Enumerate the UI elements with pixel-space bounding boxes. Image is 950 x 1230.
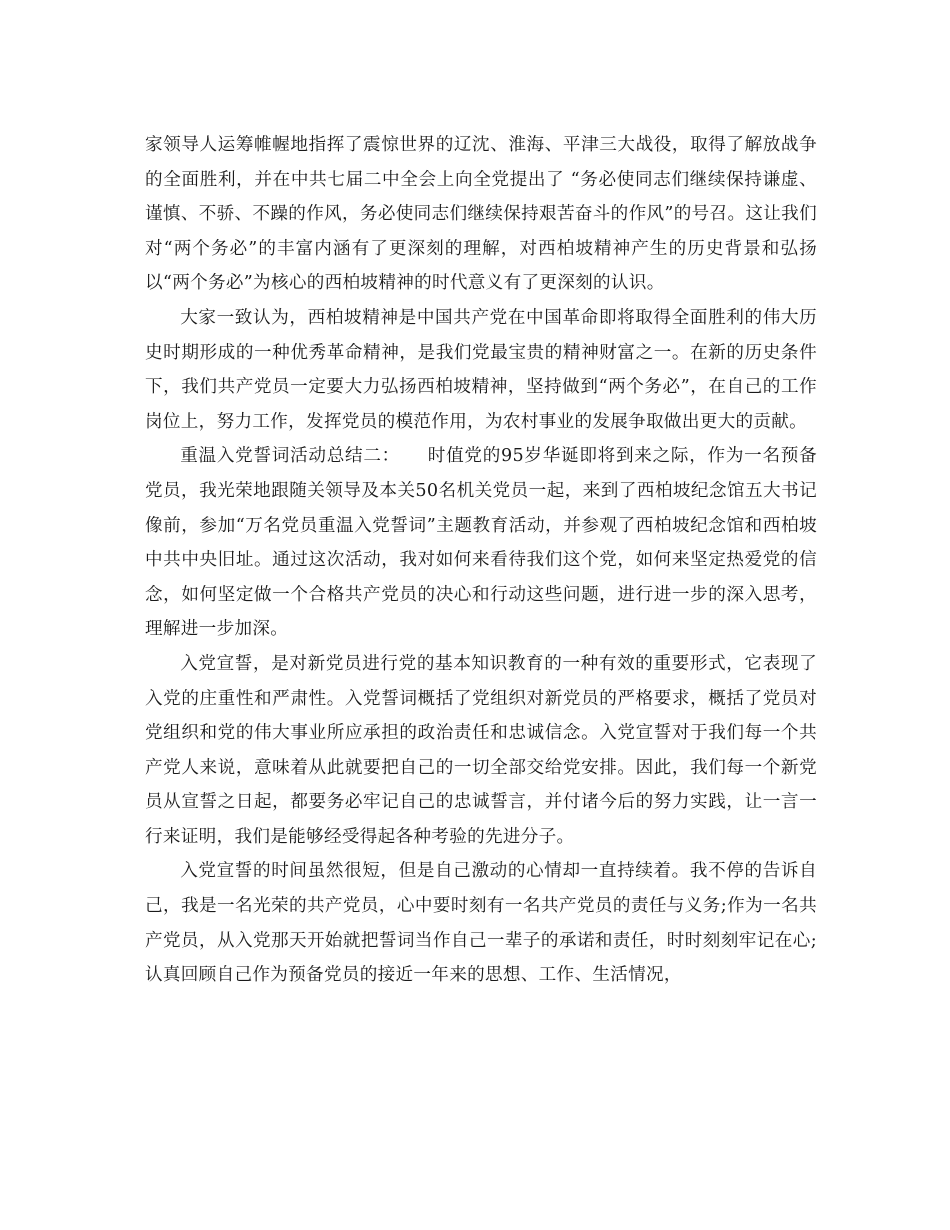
paragraph-4: 入党宣誓，是对新党员进行党的基本知识教育的一种有效的重要形式，它表现了入党的庄重性和严肃性。入党誓词概括了党组织对新党员的严格要求，概括了党员对党组织和党的伟大事业所应承担的政治责任和忠诚信念。入党宣誓对于我们每一个共产党人来说，意味着从此就要把自己的一切全部交给党安排。因此，我们每一个新党员从宣誓之日起，都要务必牢记自己的忠诚誓言，并付诸今后的努力实践，让一言一行来证明，我们是能够经受得起各种考验的先进分子。: [145, 653, 817, 847]
paragraph-5: 入党宣誓的时间虽然很短，但是自己激动的心情却一直持续着。我不停的告诉自己，我是一名光荣的共产党员，心中要时刻有一名共产党员的责任与义务;作为一名共产党员，从入党那天开始就把誓词当作自己一辈子的承诺和责任，时时刻刻牢记在心;认真回顾自己作为预备党员的接近一年来的思想、工作、生活情况，: [145, 861, 817, 986]
paragraph-2: 大家一致认为，西柏坡精神是中国共产党在中国革命即将取得全面胜利的伟大历史时期形成的一种优秀革命精神，是我们党最宝贵的精神财富之一。在新的历史条件下，我们共产党员一定要大力弘扬西柏坡精神，坚持做到“两个务必”，在自己的工作岗位上，努力工作，发挥党员的模范作用，为农村事业的发展争取做出更大的贡献。: [145, 307, 817, 432]
paragraph-1: 家领导人运筹帷幄地指挥了震惊世界的辽沈、淮海、平津三大战役，取得了解放战争的全面胜利，并在中共七届二中全会上向全党提出了 “务必使同志们继续保持谦虚、谨慎、不骄、不躁的作风，务必使同志们继续保持艰苦奋斗的作风”的号召。这让我们对“两个务必”的丰富内涵有了更深刻的理解，对西柏坡精神产生的历史背景和弘扬以“两个务必”为核心的西柏坡精神的时代意义有了更深刻的认识。: [145, 135, 817, 294]
document-body: [145, 128, 817, 993]
paragraph-3: 重温入党誓词活动总结二： 时值党的95岁华诞即将到来之际，作为一名预备党员，我光荣地跟随关领导及本关50名机关党员一起，来到了西柏坡纪念馆五大书记像前，参加“万名党员重温入党誓词”主题教育活动，并参观了西柏坡纪念馆和西柏坡中共中央旧址。通过这次活动，我对如何来看待我们这个党，如何来坚定热爱党的信念，如何坚定做一个合格共产党员的决心和行动这些问题，进行进一步的深入思考，理解进一步加深。: [145, 446, 817, 640]
